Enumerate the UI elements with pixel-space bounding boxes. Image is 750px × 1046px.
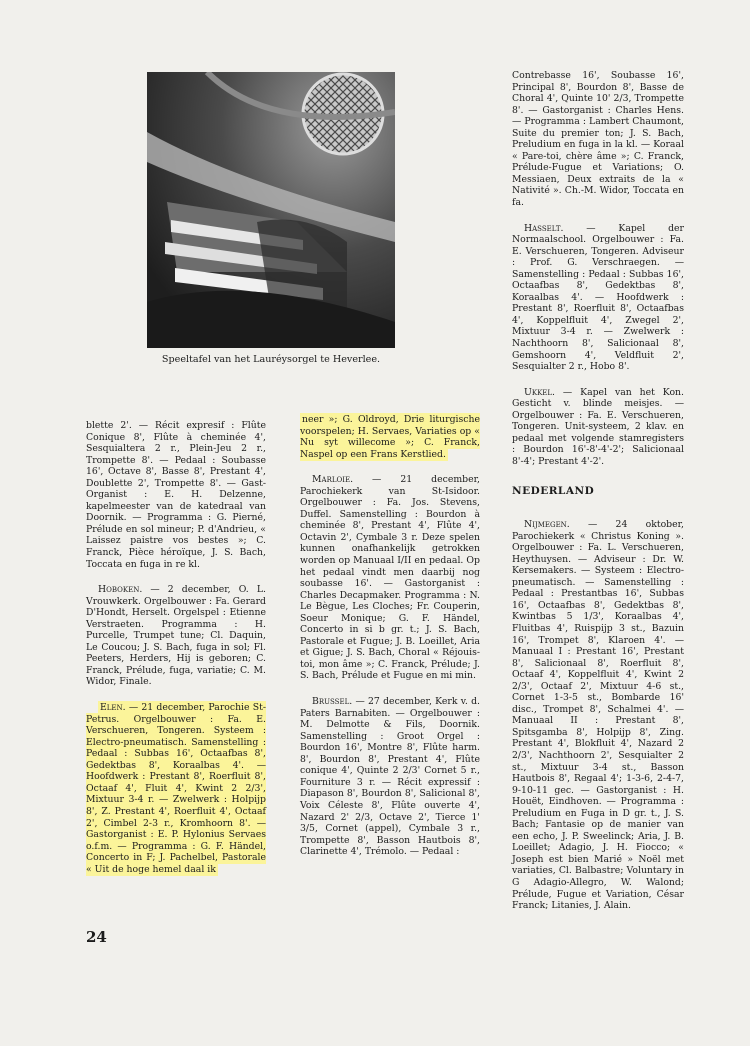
entry-text: — Kapel der Normaalschool. Orgelbouwer : Fa. E. Verschueren, Tongeren. Adviseur : Prof. G. Verschraegen. — Samenstelling : Pedaal : Subbas 16', Octaafbas 8', Gedektbas 8', Koraalbas 4'. — Hoofdwerk : Prestant 8', Roerfluit 8', Octaafbas 4', Koppelfluit 4', Zwegel 2', Mixtuur 3-4 r. — Zwelwerk : Nachthoorn 8', Salicionaal 8', Gemshoorn 4', Veldfluit 2', Sesquialter 2 r., Hobo 8'. <box>512 222 684 373</box>
entry-text: blette 2'. — Récit expresif : Flûte Conique 8', Flûte à cheminée 4', Sesquialtera 2 r., Plein-Jeu 2 r., Trompette 8'. — Pedaal : Soubasse 16', Octave 8', Basse 8', Prestant 4', Doublette 2', Trompette 8'. — Gast-Organist : E. H. Delzenne, kapelmeester van de katedraal van Doornik. — Programma : G. Pierné, Prélude en sol mineur; P. d'Andrieu, « Laissez paistre vos bestes »; C. Franck, Pièce héroïque, J. S. Bach, Toccata en fuga in re kl. <box>86 420 266 570</box>
column-left <box>86 420 266 889</box>
entry-place: Marloie. <box>312 474 354 486</box>
entry-place: Brussel. <box>312 696 353 708</box>
column-middle <box>300 414 480 872</box>
entry-place: Nijmegen. <box>524 519 570 531</box>
entry-right-1 <box>512 223 684 373</box>
entry-text: — 21 december, Parochiekerk van St-Isidoor. Orgelbouwer : Fa. Jos. Stevens, Duffel. Samenstelling : Bourdon à cheminée 8', Prestant 4', Flûte 4', Octavin 2', Cymbale 3 r. Deze spelen kunnen onafhankelijk getrokken worden op Manuaal I/II en pedaal. Op het pedaal vindt men daarbij nog soubasse 16'. — Gastorganist : Charles Decapmaker. Programma : N. Le Bègue, Les Cloches; Fr. Couperin, Soeur Monique; G. F. Händel, Concerto in si b gr. t.; J. S. Bach, Pastorale et Fugue; J. B. Loeillet, Aria et Gigue; J. S. Bach, Choral « Réjouis-toi, mon âme »; C. Franck, Prélude; J. S. Bach, Prélude et Fugue en mi min. <box>300 474 480 682</box>
entry-left-0 <box>86 420 266 570</box>
highlighted-text: neer »; G. Oldroyd, Drie liturgische voorspelen; H. Servaes, Variaties op « Nu syt willecome »; C. Franck, Naspel op een Frans Kerstlied. <box>300 414 480 460</box>
organ-console-photo <box>147 72 395 348</box>
section-heading: NEDERLAND <box>512 484 595 497</box>
entry-place: Hasselt. <box>524 222 564 234</box>
entry-text: — 27 december, Kerk v. d. Paters Barnabiten. — Orgelbouwer : M. Delmotte & Fils, Doornik. Samenstelling : Groot Orgel : Bourdon 16', Montre 8', Flûte harm. 8', Bourdon 8', Prestant 4', Flûte conique 4', Quinte 2 2/3' Cornet 5 r., Fourniture 3 r. — Récit expressif : Diapason 8', Bourdon 8', Salicional 8', Voix Céleste 8', Flûte ouverte 4', Nazard 2' 2/3, Octave 2', Tierce 1' 3/5, Cornet (appel), Cymbale 3 r., Trompette 8', Basson Hautbois 8', Clarinette 4', Trémolo. — Pedaal : <box>300 696 480 858</box>
entry-text: Contrebasse 16', Soubasse 16', Principal 8', Bourdon 8', Basse de Choral 4', Quinte 10' 2/3, Trompette 8'. — Gastorganist : Charles Hens. — Programma : Lambert Chaumont, Suite du premier ton; J. S. Bach, Preludium en fuga in la kl. — Koraal « Pare-toi, chère âme »; C. Franck, Prélude-Fugue et Variations; O. Messiaen, Deux extraits de la « Nativité ». Ch.-M. Widor, Toccata en fa. <box>512 70 684 209</box>
column-right <box>512 70 684 926</box>
entry-text: — 24 oktober, Parochiekerk « Christus Koning ». Orgelbouwer : Fa. L. Verschueren, Heythuysen. — Adviseur : Dr. W. Kersemakers. — Systeem : Electro-pneumatisch. — Samenstelling : Pedaal : Prestantbas 16', Subbas 16', Octaafbas 8', Gedektbas 8', Kwintbas 5 1/3', Koraalbas 4', Fluitbas 4', Ruispijp 3 st., Bazuin 16', Trompet 8', Klaroen 4'. — Manuaal I : Prestant 16', Prestant 8', Salicionaal 8', Roerfluit 8', Octaaf 4', Koppelfluit 4', Kwint 2 2/3', Octaaf 2', Mixtuur 4-6 st., Cornet 1-3-5 st., Bombarde 16' disc., Trompet 8', Schalmei 4'. — Manuaal II : Prestant 8', Spitsgamba 8', Holpijp 8', Zing. Prestant 4', Blokfluit 4', Nazard 2 2/3', Nachthoorn 2', Sesquialter 2 st., Mixtuur 3-4 st., Basson Hautbois 8', Regaal 4'; 1-3-6, 2-4-7, 9-10-11 gec. — Gastorganist : H. Houët, Eindhoven. — Programma : Preludium en Fuga in D gr. t., J. S. Bach; Fantasie op de manier van een echo, J. P. Sweelinck; Aria, J. B. Loeillet; Adagio, J. H. Fiocco; « Joseph est bien Marié » Noël met variaties, Cl. Balbastre; Voluntary in G Adagio-Allegro, W. Walond; Prélude, Fugue et Variation, César Franck; Litanies, J. Alain. <box>512 519 684 912</box>
photo-caption: Speeltafel van het Lauréysorgel te Heverlee. <box>161 354 381 365</box>
entry-text: — 2 december, O. L. Vrouwkerk. Orgelbouwer : Fa. Gerard D'Hondt, Herselt. Orgelspel : Etienne Verstraeten. Programma : H. Purcelle, Trumpet tune; Cl. Daquin, Le Coucou; J. S. Bach, fuga in sol; Fl. Peeters, Herders, Hij is geboren; C. Franck, Prélude, fuga, variatie; C. M. Widor, Finale. <box>86 584 266 688</box>
entry-right-2 <box>512 387 684 468</box>
entry-mid-1 <box>300 474 480 682</box>
organ-console-image <box>147 72 395 348</box>
entry-right-0 <box>512 70 684 209</box>
entry-place: Elen. <box>100 702 126 714</box>
entry-mid-0 <box>300 414 480 460</box>
page-number: 24 <box>86 928 107 946</box>
entry-left-1 <box>86 584 266 688</box>
entry-place: Ukkel. <box>524 386 556 398</box>
entry-left-2 <box>86 702 266 875</box>
entry-text: — Kapel van het Kon. Gesticht v. blinde meisjes. — Orgelbouwer : Fa. E. Verschueren, Tongeren. Unit-systeem, 2 klav. en pedaal met volgende stamregisters : Bourdon 16'-8'-4'-2'; Salicionaal 8'-4'; Prestant 4'-2'. <box>512 386 684 467</box>
entry-right-3 <box>512 519 684 912</box>
entry-mid-2 <box>300 696 480 858</box>
highlighted-text <box>86 701 266 876</box>
entry-text: — 21 december, Parochie St-Petrus. Orgelbouwer : Fa. E. Verschueren, Tongeren. Systeem : Electro-pneumatisch. Samenstelling : Pedaal : Subbas 16', Octaafbas 8', Gedektbas 8', Koraalbas 4'. — Hoofdwerk : Prestant 8', Roerfluit 8', Octaaf 4', Fluit 4', Kwint 2 2/3', Mixtuur 3-4 r. — Zwelwerk : Holpijp 8', Z. Prestant 4', Roerfluit 4', Octaaf 2', Cimbel 2-3 r., Kromhoorn 8'. — Gastorganist : E. P. Hylonius Servaes o.f.m. — Programma : G. F. Händel, Concerto in F; J. Pachelbel, Pastorale « Uit de hoge hemel daal ik <box>86 702 266 875</box>
entry-place: Hoboken. <box>98 584 143 596</box>
